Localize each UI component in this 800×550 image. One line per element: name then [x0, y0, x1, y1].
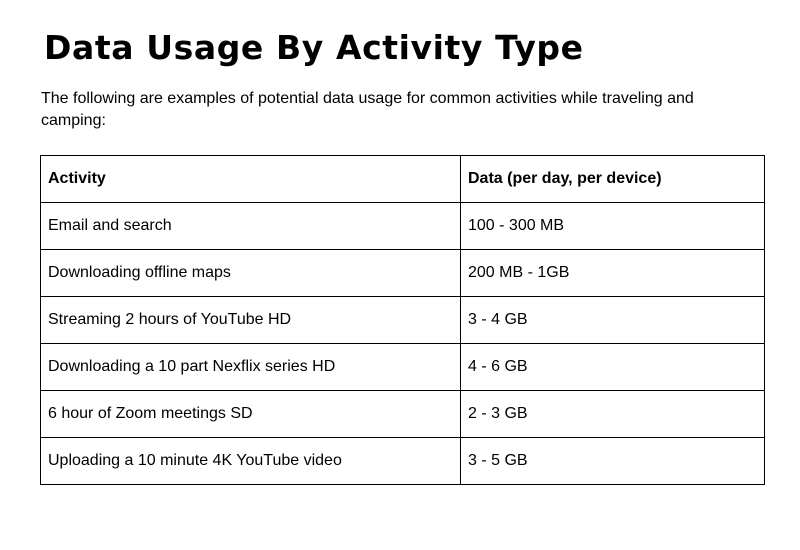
activity-cell: Downloading offline maps [41, 250, 461, 297]
data-cell: 200 MB - 1GB [461, 250, 765, 297]
table-row [41, 250, 765, 297]
activity-cell: Downloading a 10 part Nexflix series HD [41, 344, 461, 391]
activity-cell: Streaming 2 hours of YouTube HD [41, 297, 461, 344]
column-header-data: Data (per day, per device) [461, 156, 765, 203]
table-row [41, 297, 765, 344]
table-row [41, 344, 765, 391]
table-header-row [41, 156, 765, 203]
data-cell: 4 - 6 GB [461, 344, 765, 391]
table-row [41, 438, 765, 485]
data-cell: 100 - 300 MB [461, 203, 765, 250]
activity-cell: 6 hour of Zoom meetings SD [41, 391, 461, 438]
data-cell: 2 - 3 GB [461, 391, 765, 438]
page-title: Data Usage By Activity Type [44, 28, 584, 67]
data-cell: 3 - 4 GB [461, 297, 765, 344]
intro-paragraph: The following are examples of potential data usage for common activities while traveling and camping: [41, 90, 694, 129]
table-row [41, 203, 765, 250]
activity-cell: Email and search [41, 203, 461, 250]
activity-cell: Uploading a 10 minute 4K YouTube video [41, 438, 461, 485]
data-usage-table [40, 155, 765, 485]
data-cell: 3 - 5 GB [461, 438, 765, 485]
table-row [41, 391, 765, 438]
column-header-activity: Activity [41, 156, 461, 203]
